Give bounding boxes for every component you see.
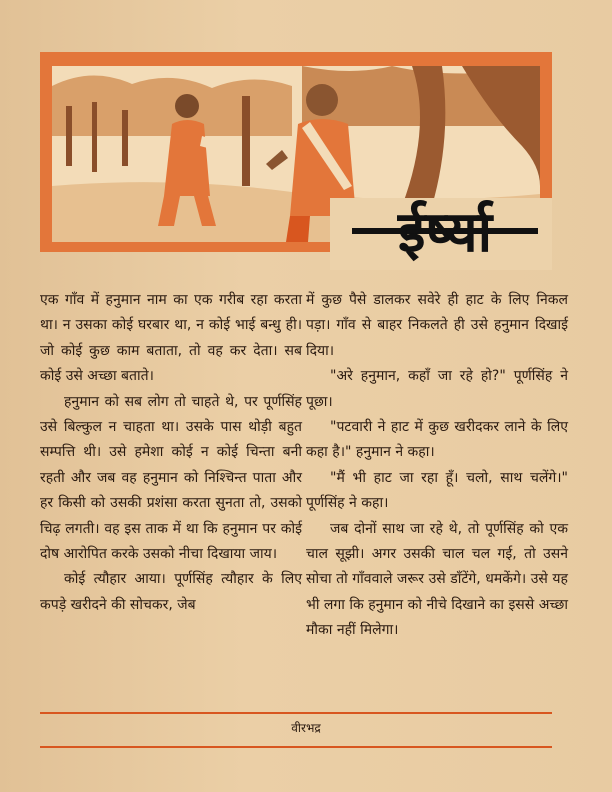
footer-rule-bottom bbox=[40, 746, 552, 748]
right-paragraph-4: "मैं भी हाट जा रहा हूँ। चलो, साथ चलेंगे।" पूर्णसिंह ने कहा। bbox=[306, 469, 568, 512]
left-paragraph-1: एक गाँव में हनुमान नाम का एक गरीब रहा करता था। न उसका कोई घरबार था, न कोई भाई बन्धु ही। जो कोई कुछ काम बताता, तो वह कर देता। सब कोई उसे अच्छा बताते। bbox=[40, 292, 302, 385]
footer-credit: वीरभद्र bbox=[291, 721, 321, 735]
right-paragraph-1: में कुछ पैसे डालकर सवेरे ही हाट के लिए निकल पड़ा। गाँव से बाहर निकलते ही उसे हनुमान दिखाई दिया। bbox=[306, 292, 568, 359]
story-title: ईर्ष्या bbox=[397, 200, 493, 265]
left-column bbox=[40, 288, 302, 618]
left-paragraph-3: कोई त्यौहार आया। पूर्णसिंह त्यौहार के लिए कपड़े खरीदने की सोचकर, जेब bbox=[40, 571, 302, 613]
right-paragraph-2: "अरे हनुमान, कहाँ जा रहे हो?" पूर्णसिंह ने पूछा। bbox=[306, 368, 568, 410]
right-column bbox=[306, 288, 568, 644]
right-paragraph-5: जब दोनों साथ जा रहे थे, तो पूर्णसिंह को एक चाल सूझी। अगर उसकी चाल चल गई, तो उसने सोचा तो गाँववाले जरूर उसे डाँटेंगे, धमकेंगे। उसे यह भी लगा कि हनुमान को नीचे दिखाने का इससे अच्छा मौका नहीं मिलेगा। bbox=[306, 520, 568, 639]
footer-rule-top bbox=[40, 712, 552, 714]
right-paragraph-3: "पटवारी ने हाट में कुछ खरीदकर लाने के लिए कहा है।" हनुमान ने कहा। bbox=[306, 419, 568, 461]
left-paragraph-2: हनुमान को सब लोग तो चाहते थे, पर पूर्णसिंह उसे बिल्कुल न चाहता था। उसके पास थोड़ी बहुत सम्पत्ति थी। उसे हमेशा कोई न कोई चिन्ता बनी रहती और जब वह हनुमान को निश्चिन्त पाता और हर किसी को उसकी प्रशंसा करता सुनता तो, उसको चिढ़ लगती। वह इस ताक में था कि हनुमान पर कोई दोष आरोपित करके उसको नीचा दिखाया जाय। bbox=[40, 393, 302, 563]
